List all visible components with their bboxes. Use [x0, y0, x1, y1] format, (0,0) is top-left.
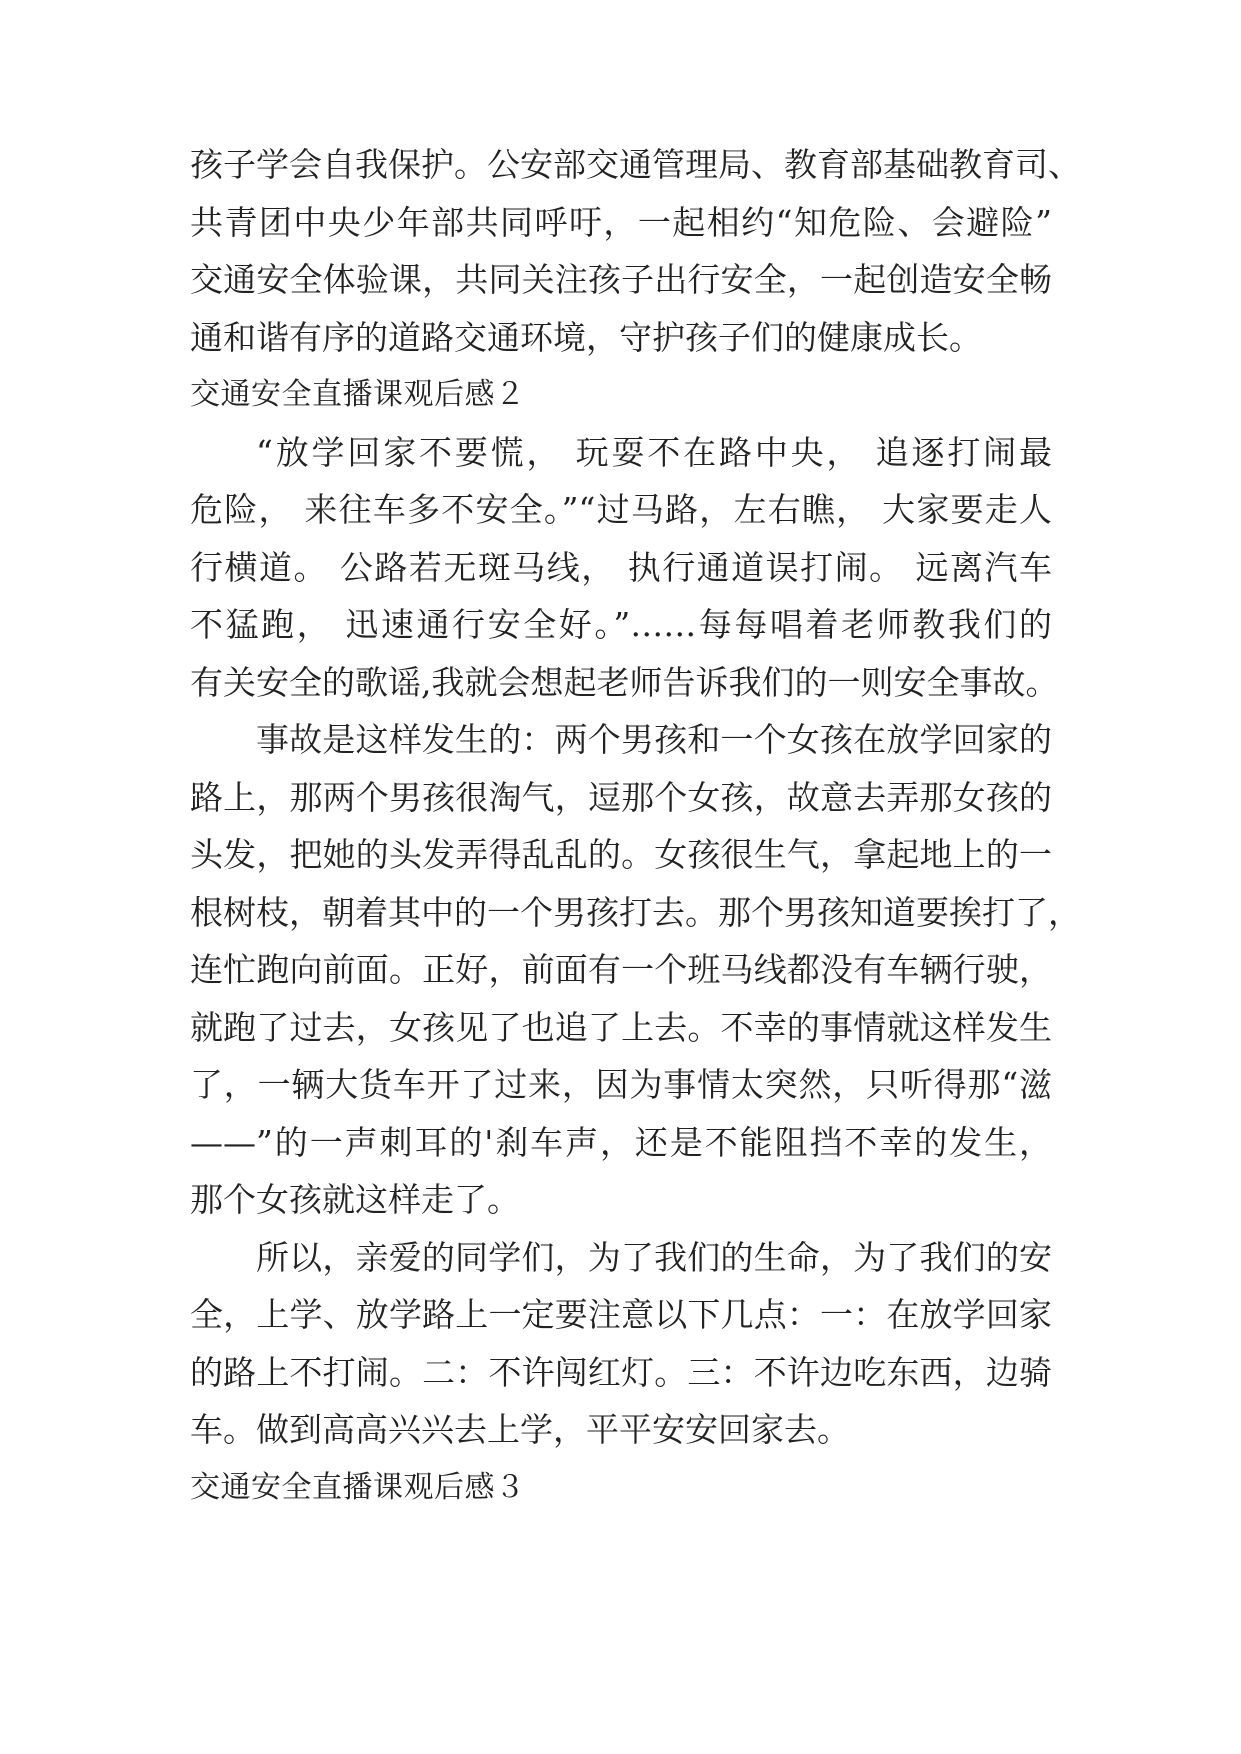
text-line: 不猛跑， 迅速通行安全好。”……每每唱着老师教我们的	[190, 605, 1052, 644]
text-line: 头发，把她的头发弄得乱乱的。女孩很生气，拿起地上的一	[190, 835, 1052, 874]
paragraph-3	[190, 1229, 1052, 1459]
text-line: 连忙跑向前面。正好，前面有一个班马线都没有车辆行驶，	[190, 950, 1052, 989]
text-line: 通和谐有序的道路交通环境，守护孩子们的健康成长。	[190, 317, 982, 357]
paragraph-2	[190, 711, 1081, 1229]
text-line: 全，上学、放学路上一定要注意以下几点：一：在放学回家	[190, 1295, 1052, 1334]
text-line: 路上，那两个男孩很淘气，逗那个女孩，故意去弄那女孩的	[190, 777, 1052, 817]
text-line: 了，一辆大货车开了过来，因为事情太突然，只听得那“滋	[190, 1065, 1052, 1104]
text-line: 孩子学会自我保护。公安部交通管理局、教育部基础教育司、	[190, 145, 1081, 184]
text-line: 共青团中央少年部共同呼吁，一起相约“知危险、会避险”	[190, 202, 1052, 242]
text-line: 车。做到高高兴兴去上学，平平安安回家去。	[190, 1410, 850, 1449]
text-line: 交通安全体验课，共同关注孩子出行安全，一起创造安全畅	[190, 260, 1052, 299]
text-line: 就跑了过去，女孩见了也追了上去。不幸的事情就这样发生	[190, 1007, 1052, 1047]
document-body	[190, 136, 1081, 1516]
text-line: ——”的一声刺耳的'刹车声，还是不能阻挡不幸的发生，	[190, 1122, 1052, 1162]
text-line: 的路上不打闹。二：不许闯红灯。三：不许边吃东西，边骑	[190, 1352, 1052, 1392]
text-line: 事故是这样发生的：两个男孩和一个女孩在放学回家的	[256, 720, 1052, 759]
text-line: 根树枝，朝着其中的一个男孩打去。那个男孩知道要挨打了，	[190, 892, 1081, 932]
section1-tail	[190, 136, 1081, 366]
text-line: 危险， 来往车多不安全。”“过马路，左右瞧， 大家要走人	[190, 490, 1052, 529]
section-heading-3: 交通安全直播课观后感３	[190, 1469, 526, 1505]
paragraph-1	[190, 424, 1059, 712]
text-line: 行横道。 公路若无斑马线， 执行通道误打闹。 远离汽车	[190, 547, 1052, 587]
text-line: 所以，亲爱的同学们，为了我们的生命，为了我们的安	[256, 1237, 1052, 1277]
section-heading-2: 交通安全直播课观后感２	[190, 377, 526, 412]
text-line: 那个女孩就这样走了。	[190, 1180, 520, 1219]
text-line: “放学回家不要慌， 玩耍不在路中央， 追逐打闹最	[256, 432, 1052, 472]
text-line: 有关安全的歌谣,我就会想起老师告诉我们的一则安全事故。	[190, 662, 1059, 702]
